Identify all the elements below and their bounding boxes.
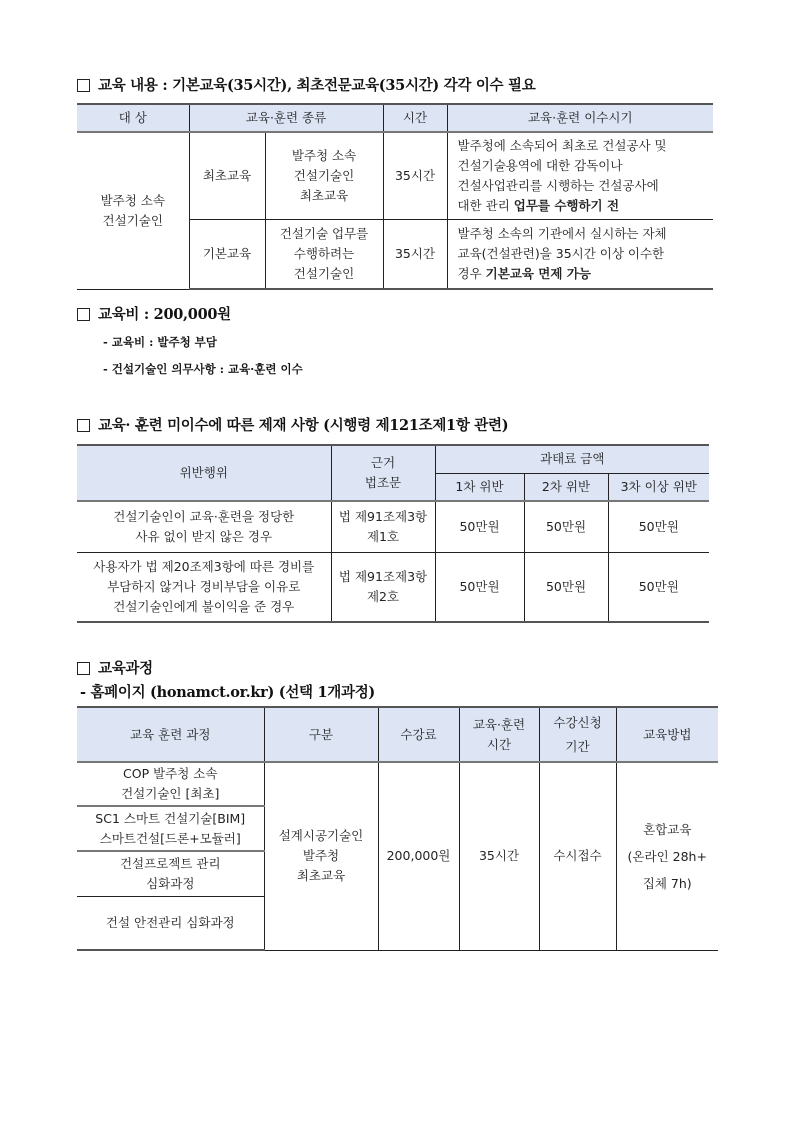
header-line: 시간 [486, 736, 512, 752]
fee-cell: 200,000원 [378, 762, 459, 950]
header-method: 교육방법 [616, 707, 718, 762]
timing-line: 건설사업관리를 시행하는 건설공사에 [457, 177, 659, 193]
course-cell [77, 806, 264, 851]
course-line: COP 발주청 소속 [123, 766, 218, 781]
violation-line: 건설기술인에게 불이익을 준 경우 [113, 598, 295, 614]
fine-cell: 50만원 [435, 552, 524, 622]
course-line: 스마트건설[드론+모듈러] [99, 830, 241, 846]
timing-cell [447, 219, 713, 289]
desc-line: 건설기술인 [293, 265, 355, 281]
basis-cell [331, 501, 435, 552]
header-course: 교육 훈련 과정 [77, 707, 264, 762]
checkbox-square-icon [77, 79, 90, 92]
basis-header-line: 법조문 [364, 475, 402, 490]
fine-cell: 50만원 [608, 552, 709, 622]
violation-line: 부담하지 않거나 경비부담을 이유로 [107, 578, 301, 594]
section-title-text: 교육비 : 200,000원 [98, 306, 231, 323]
violation-line: 사유 없이 받지 않은 경우 [135, 528, 273, 544]
section-fee-title [77, 303, 231, 324]
target-cell [77, 132, 189, 289]
course-cell [77, 762, 264, 806]
basis-line: 제2호 [366, 588, 400, 604]
category-line: 최초교육 [296, 868, 346, 884]
header-application-period [539, 707, 616, 762]
fine-cell: 50만원 [524, 501, 608, 552]
hours-cell: 35시간 [383, 219, 447, 289]
timing-emphasis: 업무를 수행하기 전 [513, 197, 620, 213]
checkbox-square-icon [77, 662, 90, 675]
homepage-subtitle: - 홈페이지 (honamct.or.kr) (선택 1개과정) [80, 684, 375, 701]
basis-line: 법 제91조제3항 [338, 568, 428, 584]
section-sanctions-title [77, 414, 508, 435]
education-content-table [77, 103, 713, 290]
target-line: 발주청 소속 [100, 192, 165, 208]
course-line: 심화과정 [146, 875, 195, 891]
header-fee: 수강료 [378, 707, 459, 762]
header-line: 교육·훈련 [472, 716, 526, 732]
desc-line: 건설기술 업무를 [279, 225, 369, 241]
method-cell [616, 762, 718, 950]
section-courses-title [77, 657, 153, 678]
method-line: (온라인 28h+ [627, 848, 707, 864]
target-line: 건설기술인 [102, 212, 163, 228]
timing-line: 발주청에 소속되어 최초로 건설공사 및 [457, 137, 667, 153]
header-training-hours [459, 707, 539, 762]
hours-cell: 35시간 [459, 762, 539, 950]
basis-header-line: 근거 [370, 455, 396, 470]
period-cell: 수시접수 [539, 762, 616, 950]
desc-line: 건설기술인 [293, 167, 355, 183]
checkbox-square-icon [77, 419, 90, 432]
fine-cell: 50만원 [435, 501, 524, 552]
basis-cell [331, 552, 435, 622]
header-target: 대 상 [77, 104, 189, 132]
hours-cell: 35시간 [383, 132, 447, 219]
header-violation: 위반행위 [77, 445, 331, 501]
course-line: 건설기술인 [최초] [121, 786, 220, 801]
fine-cell: 50만원 [608, 501, 709, 552]
timing-text: 경우 [457, 265, 486, 281]
method-line: 집체 7h) [642, 875, 692, 891]
fine-cell: 50만원 [524, 552, 608, 622]
category-line: 설계시공기술인 [278, 828, 364, 844]
header-line: 기간 [565, 738, 590, 754]
timing-line: 교육(건설관련)을 35시간 이상 이수한 [457, 245, 665, 261]
desc-cell [265, 132, 383, 219]
section-title-text: 교육과정 [98, 660, 153, 677]
timing-line [458, 196, 710, 216]
timing-emphasis: 기본교육 면제 가능 [485, 265, 591, 281]
method-line: 혼합교육 [643, 821, 692, 837]
timing-cell [447, 132, 713, 219]
header-training-type: 교육·훈련 종류 [189, 104, 383, 132]
violation-cell [77, 552, 331, 622]
timing-line [458, 264, 710, 284]
header-second-violation: 2차 위반 [524, 473, 608, 501]
header-timing: 교육·훈련 이수시기 [447, 104, 713, 132]
timing-line: 건설기술용역에 대한 감독이나 [457, 157, 623, 173]
course-cell [77, 851, 264, 896]
basis-line: 법 제91조제3항 [338, 508, 428, 524]
violation-line: 건설기술인이 교육·훈련을 정당한 [113, 508, 295, 524]
course-line: SC1 스마트 건설기술[BIM] [95, 810, 246, 826]
header-category: 구분 [264, 707, 378, 762]
desc-line: 최초교육 [299, 187, 349, 203]
checkbox-square-icon [77, 308, 90, 321]
section-education-content-title [77, 74, 535, 95]
timing-text: 대한 관리 [457, 197, 514, 213]
section-title-text: 교육· 훈련 미이수에 따른 제재 사항 (시행령 제121조제1항 관련) [98, 417, 509, 434]
desc-cell [265, 219, 383, 289]
basis-line: 제1호 [366, 528, 400, 544]
violation-cell [77, 501, 331, 552]
category-line: 발주청 [302, 848, 340, 864]
type-cell: 최초교육 [189, 132, 265, 219]
course-cell: 건설 안전관리 심화과정 [77, 896, 264, 950]
sanctions-table [77, 444, 709, 623]
courses-table [77, 706, 718, 951]
header-hours: 시간 [383, 104, 447, 132]
desc-line: 발주청 소속 [291, 147, 357, 163]
course-line: 건설프로젝트 관리 [119, 855, 221, 871]
section-title-text: 교육 내용 : 기본교육(35시간), 최초전문교육(35시간) 각각 이수 필요 [98, 77, 536, 94]
type-cell: 기본교육 [189, 219, 265, 289]
desc-line: 수행하려는 [293, 245, 355, 261]
timing-line: 발주청 소속의 기관에서 실시하는 자체 [457, 225, 667, 241]
violation-line: 사용자가 법 제20조제3항에 따른 경비를 [93, 558, 315, 574]
header-line: 수강신청 [553, 714, 602, 730]
header-third-violation: 3차 이상 위반 [608, 473, 709, 501]
header-basis [331, 445, 435, 501]
category-cell [264, 762, 378, 950]
header-first-violation: 1차 위반 [435, 473, 524, 501]
header-fine-amount: 과태료 금액 [435, 445, 709, 473]
duty-item: - 건설기술인 의무사항 : 교육·훈련 이수 [103, 362, 303, 376]
fee-item: - 교육비 : 발주청 부담 [103, 335, 217, 349]
